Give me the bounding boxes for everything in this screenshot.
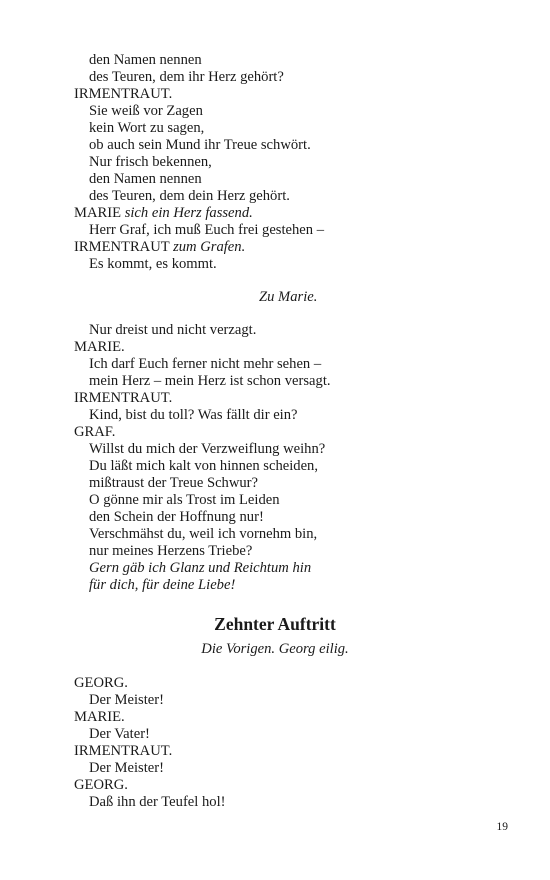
verse-line: Der Vater!	[89, 726, 150, 742]
verse-line: Daß ihn der Teufel hol!	[89, 794, 226, 810]
speaker-name: MARIE.	[74, 339, 125, 355]
speaker-name: GEORG.	[74, 777, 128, 793]
verse-line: Nur dreist und nicht verzagt.	[89, 322, 257, 338]
verse-line: für dich, für deine Liebe!	[89, 577, 236, 593]
verse-line: Der Meister!	[89, 760, 164, 776]
speaker-name: IRMENTRAUT.	[74, 86, 173, 102]
speaker-name: GEORG.	[74, 675, 128, 691]
verse-line: mißtraust der Treue Schwur?	[89, 475, 259, 491]
verse-line: Willst du mich der Verzweiflung weihn?	[89, 441, 326, 457]
speaker-name: IRMENTRAUT.	[74, 743, 173, 759]
verse-line: den Schein der Hoffnung nur!	[89, 509, 264, 525]
verse-line: mein Herz – mein Herz ist schon versagt.	[89, 373, 331, 389]
verse-line: den Namen nennen	[89, 52, 202, 68]
verse-line: Nur frisch bekennen,	[89, 154, 212, 170]
speaker-line	[74, 239, 245, 256]
verse-line: des Teuren, dem ihr Herz gehört?	[89, 69, 284, 85]
verse-line: Gern gäb ich Glanz und Reichtum hin	[89, 560, 312, 576]
verse-line: Der Meister!	[89, 692, 164, 708]
verse-line: Herr Graf, ich muß Euch frei gestehen –	[89, 222, 325, 238]
verse-line: des Teuren, dem dein Herz gehört.	[89, 188, 290, 204]
verse-line: kein Wort zu sagen,	[89, 120, 205, 136]
speaker-name: IRMENTRAUT.	[74, 390, 173, 406]
verse-line: ob auch sein Mund ihr Treue schwört.	[89, 137, 311, 153]
verse-line: Du läßt mich kalt von hinnen scheiden,	[89, 458, 318, 474]
speaker-name: IRMENTRAUT	[74, 239, 170, 255]
speaker-name: MARIE.	[74, 709, 125, 725]
stage-direction: sich ein Herz fassend.	[124, 205, 253, 221]
section-heading: Zehnter Auftritt	[214, 614, 336, 634]
verse-line: Kind, bist du toll? Was fällt dir ein?	[89, 407, 298, 423]
speaker-line	[74, 205, 253, 222]
scene-subtitle: Die Vorigen. Georg eilig.	[201, 641, 349, 657]
stage-direction: Zu Marie.	[259, 289, 318, 305]
verse-line: O gönne mir als Trost im Leiden	[89, 492, 280, 508]
verse-line: Verschmähst du, weil ich vornehm bin,	[89, 526, 318, 542]
speaker-name: MARIE	[74, 205, 122, 221]
verse-line: nur meines Herzens Triebe?	[89, 543, 253, 559]
page-number: 19	[496, 821, 508, 833]
speaker-name: GRAF.	[74, 424, 116, 440]
verse-line: Ich darf Euch ferner nicht mehr sehen –	[89, 356, 322, 372]
stage-direction: zum Grafen.	[173, 239, 246, 255]
verse-line: Sie weiß vor Zagen	[89, 103, 203, 119]
verse-line: Es kommt, es kommt.	[89, 256, 217, 272]
verse-line: den Namen nennen	[89, 171, 202, 187]
